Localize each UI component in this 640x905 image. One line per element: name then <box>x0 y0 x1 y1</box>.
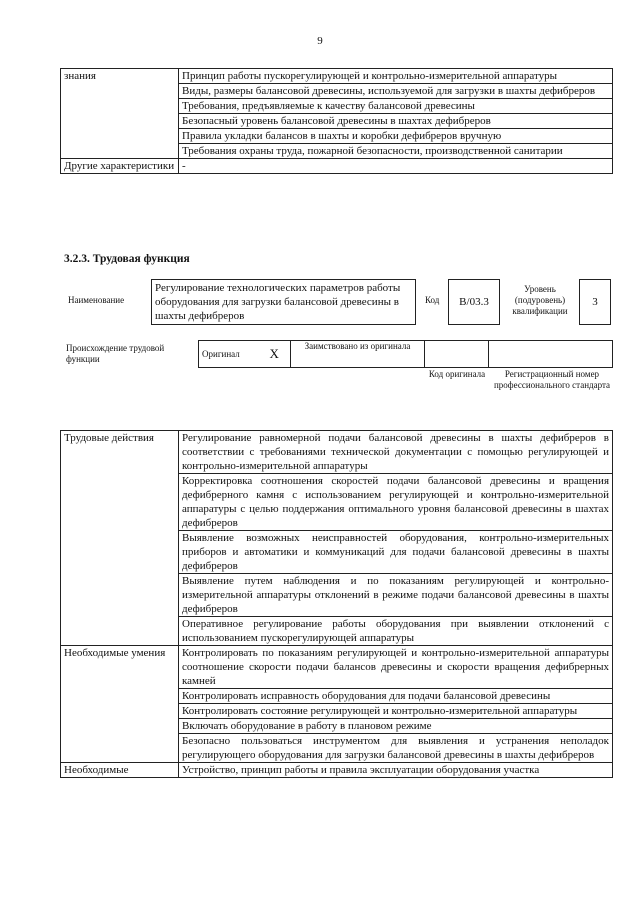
reg-num-cell <box>489 341 613 368</box>
knowledge-item: Виды, размеры балансовой древесины, используемой для загрузки в шахты дефибреров <box>179 84 613 99</box>
page-number: 9 <box>317 35 323 47</box>
knowledge-item: Требования охраны труда, пожарной безопасности, производственной санитарии <box>179 144 613 159</box>
code-orig-label: Код оригинала <box>428 369 486 379</box>
skill-item: Контролировать исправность оборудования для подачи балансовой древесины <box>179 689 613 704</box>
level-value: 3 <box>579 279 611 325</box>
label-other-characteristics: Другие характеристики <box>61 159 179 174</box>
action-item: Оперативное регулирование работы оборудования при выявлении отклонений с использованием пускорегулирующей аппаратуры <box>179 617 613 646</box>
action-item: Выявление путем наблюдения и по показаниям регулирующей и контрольно-измерительной аппаратуры отклонений в режиме подачи балансовой древесины в шахты дефибреров <box>179 574 613 617</box>
code-value: В/03.3 <box>448 279 500 325</box>
knowledge-item: Требования, предъявляемые к качеству балансовой древесины <box>179 99 613 114</box>
skill-item: Включать оборудование в работу в плановом режиме <box>179 719 613 734</box>
knowledge-item: Принцип работы пускорегулирующей и контрольно-измерительной аппаратуры <box>179 69 613 84</box>
knowledge-item: Безопасный уровень балансовой древесины в шахтах дефибреров <box>179 114 613 129</box>
skill-item: Безопасно пользоваться инструментом для выявления и устранения неполадок регулирующего оборудования для загрузки балансовой древесины в шахты дефибреров <box>179 734 613 763</box>
code-orig-cell <box>425 341 489 368</box>
original-label: Оригинал <box>199 341 259 368</box>
borrowed-label: Заимствовано из оригинала <box>291 341 425 368</box>
skill-item: Контролировать состояние регулирующей и контрольно-измерительной аппаратуры <box>179 704 613 719</box>
original-mark: X <box>259 341 291 368</box>
knowledge-table-top <box>60 68 613 174</box>
code-label: Код <box>425 295 440 305</box>
label-labor-actions: Трудовые действия <box>61 431 179 646</box>
name-label: Наименование <box>68 295 125 305</box>
action-item: Регулирование равномерной подачи балансовой древесины в шахты дефибреров в соответствии с требованиями технической документации с помощью регулирующей и контрольно-измерительной аппаратуры <box>179 431 613 474</box>
level-label: Уровень (подуровень) квалификации <box>512 284 568 316</box>
reg-num-label: Регистрационный номер профессионального стандарта <box>493 369 611 390</box>
origin-label: Происхождение трудовой функции <box>66 343 165 364</box>
section-heading: 3.2.3. Трудовая функция <box>64 253 190 265</box>
label-knowledge: знания <box>61 69 179 159</box>
main-function-table <box>60 430 613 778</box>
skill-item: Контролировать по показаниям регулирующей и контрольно-измерительной аппаратуры соотношение скорости подачи балансов древесины и скорости вращения дефибрерных камней <box>179 646 613 689</box>
label-required-knowledge: Необходимые <box>61 763 179 778</box>
other-characteristics-value: - <box>179 159 613 174</box>
origin-table <box>198 340 613 368</box>
label-required-skills: Необходимые умения <box>61 646 179 763</box>
action-item: Корректировка соотношения скоростей подачи балансовой древесины и вращения дефибрерного камня с использованием регулирующей и контрольно-измерительной аппаратуры с целью поддержания оптимального уровня балансовой древесины в шахтах дефибреров <box>179 474 613 531</box>
function-name-value: Регулирование технологических параметров работы оборудования для загрузки балансовой древесины в шахты дефибреров <box>151 279 416 325</box>
action-item: Выявление возможных неисправностей оборудования, контрольно-измерительных приборов и автоматики и коммуникаций для подачи балансовой древесины в шахты дефибреров <box>179 531 613 574</box>
knowledge-item: Устройство, принцип работы и правила эксплуатации оборудования участка <box>179 763 613 778</box>
knowledge-item: Правила укладки балансов в шахты и коробки дефибреров вручную <box>179 129 613 144</box>
